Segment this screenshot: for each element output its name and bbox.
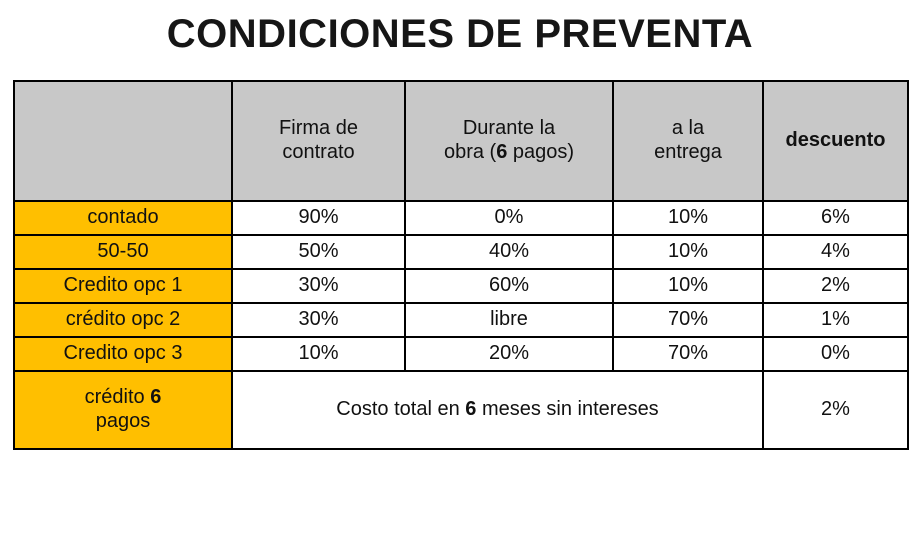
header-firma-contrato bbox=[232, 81, 405, 201]
cell-firma: 10% bbox=[232, 337, 405, 371]
header-entrega-line2: entrega bbox=[654, 141, 722, 163]
header-row bbox=[14, 81, 908, 201]
cell-entrega: 10% bbox=[613, 269, 763, 303]
table-row-credito-6-pagos bbox=[14, 371, 908, 449]
row-label-credito-opc-3: Credito opc 3 bbox=[14, 337, 232, 371]
header-firma-line2: contrato bbox=[282, 141, 355, 163]
cell-obra: 20% bbox=[405, 337, 613, 371]
header-durante-obra bbox=[405, 81, 613, 201]
row-label-credito-opc-2: crédito opc 2 bbox=[14, 303, 232, 337]
cell-descuento: 4% bbox=[763, 235, 908, 269]
cell-descuento: 6% bbox=[763, 201, 908, 235]
page-title: CONDICIONES DE PREVENTA bbox=[166, 12, 754, 56]
header-firma-line1: Firma de bbox=[279, 117, 358, 140]
table-row bbox=[14, 269, 908, 303]
table-row bbox=[14, 235, 908, 269]
cell-descuento: 2% bbox=[763, 269, 908, 303]
cell-obra: 60% bbox=[405, 269, 613, 303]
cell-obra: 0% bbox=[405, 201, 613, 235]
cell-costo-total-note bbox=[232, 371, 763, 449]
last-label-pre: crédito bbox=[84, 386, 151, 409]
cell-firma: 50% bbox=[232, 235, 405, 269]
cell-descuento: 0% bbox=[763, 337, 908, 371]
table-row bbox=[14, 201, 908, 235]
header-entrega-line1: a la bbox=[671, 117, 705, 140]
header-obra-post: pagos) bbox=[507, 141, 575, 163]
cell-descuento: 1% bbox=[763, 303, 908, 337]
table-body bbox=[14, 201, 908, 449]
row-label-contado: contado bbox=[14, 201, 232, 235]
header-obra-line2 bbox=[410, 141, 608, 165]
cell-entrega: 10% bbox=[613, 235, 763, 269]
note-pre: Costo total en bbox=[336, 398, 466, 421]
row-label-50-50: 50-50 bbox=[14, 235, 232, 269]
cell-firma: 30% bbox=[232, 269, 405, 303]
note-num: 6 bbox=[465, 398, 477, 421]
table-container bbox=[0, 62, 920, 450]
cell-firma: 30% bbox=[232, 303, 405, 337]
table-header bbox=[14, 81, 908, 201]
row-label-credito-opc-1: Credito opc 1 bbox=[14, 269, 232, 303]
cell-entrega: 10% bbox=[613, 201, 763, 235]
header-obra-num: 6 bbox=[496, 141, 508, 163]
header-a-la-entrega bbox=[613, 81, 763, 201]
last-label-num: 6 bbox=[150, 386, 162, 409]
header-obra-line1: Durante la bbox=[462, 117, 556, 140]
table-row bbox=[14, 303, 908, 337]
cell-entrega: 70% bbox=[613, 337, 763, 371]
header-descuento: descuento bbox=[763, 81, 908, 201]
header-corner-cell bbox=[14, 81, 232, 201]
cell-firma: 90% bbox=[232, 201, 405, 235]
table-row bbox=[14, 337, 908, 371]
header-obra-pre: obra ( bbox=[443, 141, 497, 163]
preventa-conditions-table bbox=[13, 80, 909, 450]
cell-obra: libre bbox=[405, 303, 613, 337]
cell-descuento: 2% bbox=[763, 371, 908, 449]
last-label-line1 bbox=[19, 386, 227, 410]
note-post: meses sin intereses bbox=[476, 398, 659, 421]
cell-obra: 40% bbox=[405, 235, 613, 269]
row-label-credito-6-pagos bbox=[14, 371, 232, 449]
cell-entrega: 70% bbox=[613, 303, 763, 337]
last-label-line2: pagos bbox=[95, 410, 151, 432]
